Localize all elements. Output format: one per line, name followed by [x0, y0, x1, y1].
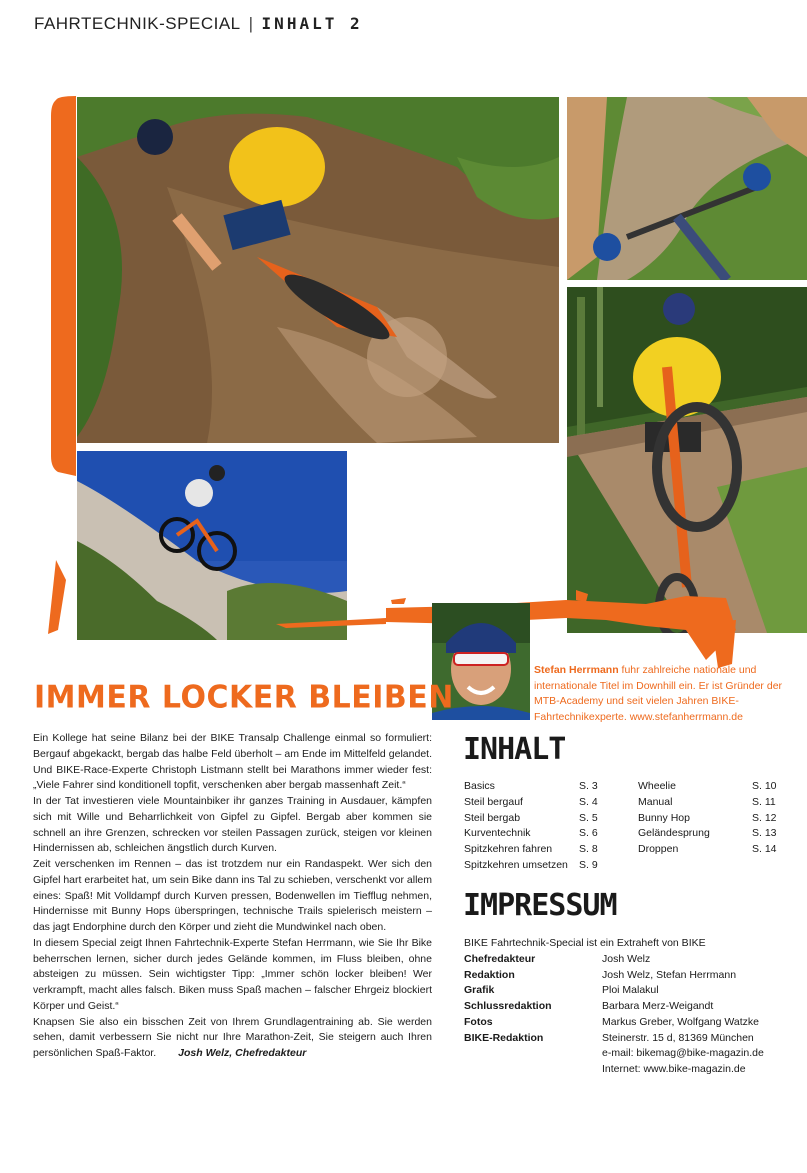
- toc-item[interactable]: Geländesprung S. 13: [638, 827, 777, 840]
- toc-item[interactable]: Kurventechnik S. 6: [464, 827, 598, 840]
- portrait-caption: [534, 663, 784, 725]
- caption-name: Stefan Herrmann: [534, 664, 619, 676]
- photo-downhill-rider: [77, 97, 559, 443]
- article-title: IMMER LOCKER BLEIBEN: [34, 679, 454, 716]
- toc-item[interactable]: Spitzkehren umsetzen S. 9: [464, 858, 598, 871]
- impressum-intro: BIKE Fahrtechnik-Special ist ein Extraheft von BIKE: [464, 937, 706, 949]
- table-of-contents: [464, 780, 784, 890]
- orange-splatter-decoration: [46, 560, 746, 670]
- toc-item[interactable]: Wheelie S. 10: [638, 780, 777, 792]
- article-paragraph: Zeit verschenken im Rennen – das ist trotzdem nur ein Randaspekt. Wer sich den Gipfel hart erarbeitet hat, um sein Bike dann ins Tal zu schieben, verschenkt vor allem eines: Spaß! Mit Volldampf durch Kurven pressen, Bodenwellen im Tiefflug nehmen, Hindernisse mit Bunny Hops überspringen, technische Trails spielerisch meistern – das jagt Endorphine durch den Körper und zieht die Mundwinkel nach oben.: [33, 858, 433, 933]
- article-paragraph: Ein Kollege hat seine Bilanz bei der BIKE Transalp Challenge einmal so formuliert: Bergauf abgekackt, bergab das halbe Feld überholt – am Ende im Mittelfeld gelandet. Und BIKE-Race-Experte Christoph Listmann stellt bei Marathons immer wieder fest: „Viele Fahrer sind konditionell topfit, verschenken aber bergab massenhaft Zeit.“: [33, 732, 432, 792]
- toc-item[interactable]: Spitzkehren fahren S. 8: [464, 843, 598, 855]
- photo-handlebar-closeup: [567, 97, 807, 280]
- toc-heading: INHALT: [463, 732, 566, 767]
- article-paragraph: In der Tat investieren viele Mountainbiker ihr ganzes Training in Ausdauer, kämpfen sich mit Wille und Beharrlichkeit von Gipfel zu Gipfel. Bergab aber kommen sie schnell an ihre Grenzen, schrecken vor steilen Passagen zurück, steigen vor kleinen Hindernissen ab, schleichen ängstlich durch Kurven.: [33, 795, 432, 855]
- toc-item[interactable]: Droppen S. 14: [638, 843, 777, 855]
- toc-item[interactable]: Manual S. 11: [638, 795, 776, 808]
- impressum: BIKE Fahrtechnik-Special ist ein Extraheft von BIKE Chefredakteur Josh Welz Redaktion Josh Welz, Stefan Herrmann Grafik Ploi Malakul Schlussredaktion Barbara Merz-Weigandt Fotos Markus Greber, Wolfgang Watzke BIKE-Redaktion Steinerstr. 15 d, 81369 München e-mail: bikemag@bike-magazin.de Internet: www.bike-magazin.de: [464, 937, 764, 1075]
- article-signature: Josh Welz, Chefredakteur: [178, 1047, 307, 1059]
- section-label: FAHRTECHNIK-SPECIAL: [34, 14, 241, 33]
- toc-item[interactable]: Bunny Hop S. 12: [638, 811, 777, 824]
- orange-bracket-decoration: [48, 96, 78, 476]
- header-separator: |: [248, 14, 254, 33]
- article-body: [33, 731, 432, 1062]
- toc-item[interactable]: Steil bergauf S. 4: [464, 795, 598, 808]
- toc-item[interactable]: Steil bergab S. 5: [464, 811, 598, 824]
- toc-item[interactable]: Basics S. 3: [464, 780, 598, 792]
- caption-text: fuhr zahlreiche nationale und internationale Titel im Downhill ein. Er ist Gründer der MTB-Academy und seit vielen Jahren BIKE-Fahrtechnikexperte. www.stefanherrmann.de: [534, 664, 783, 723]
- article-paragraph: In diesem Special zeigt Ihnen Fahrtechnik-Experte Stefan Herrmann, wie Sie Ihr Bike beherrschen lernen, sicher durch jedes Gelände kommen, im Fluss bleiben, ohne absteigen zu müssen. Sein wichtigster Tipp: „Immer schön locker bleiben! Wer verkrampft, macht alles falsch. Biken muss Spaß machen – falscher Ehrgeiz blockiert Körper und Geist.“: [33, 936, 432, 1012]
- page-header: [34, 14, 363, 34]
- article-paragraph-last: Knapsen Sie also ein bisschen Zeit von Ihrem Grundlagentraining ab. Sie werden sehen, damit verbessern Sie nicht nur Ihre Marathon-Zeit, Sie steigern auch Ihren persönlichen Spaß-Faktor. Josh Welz, Chefredakteur: [33, 1015, 432, 1059]
- impressum-heading: IMPRESSUM: [463, 888, 617, 923]
- page-label: INHALT 2: [261, 14, 363, 33]
